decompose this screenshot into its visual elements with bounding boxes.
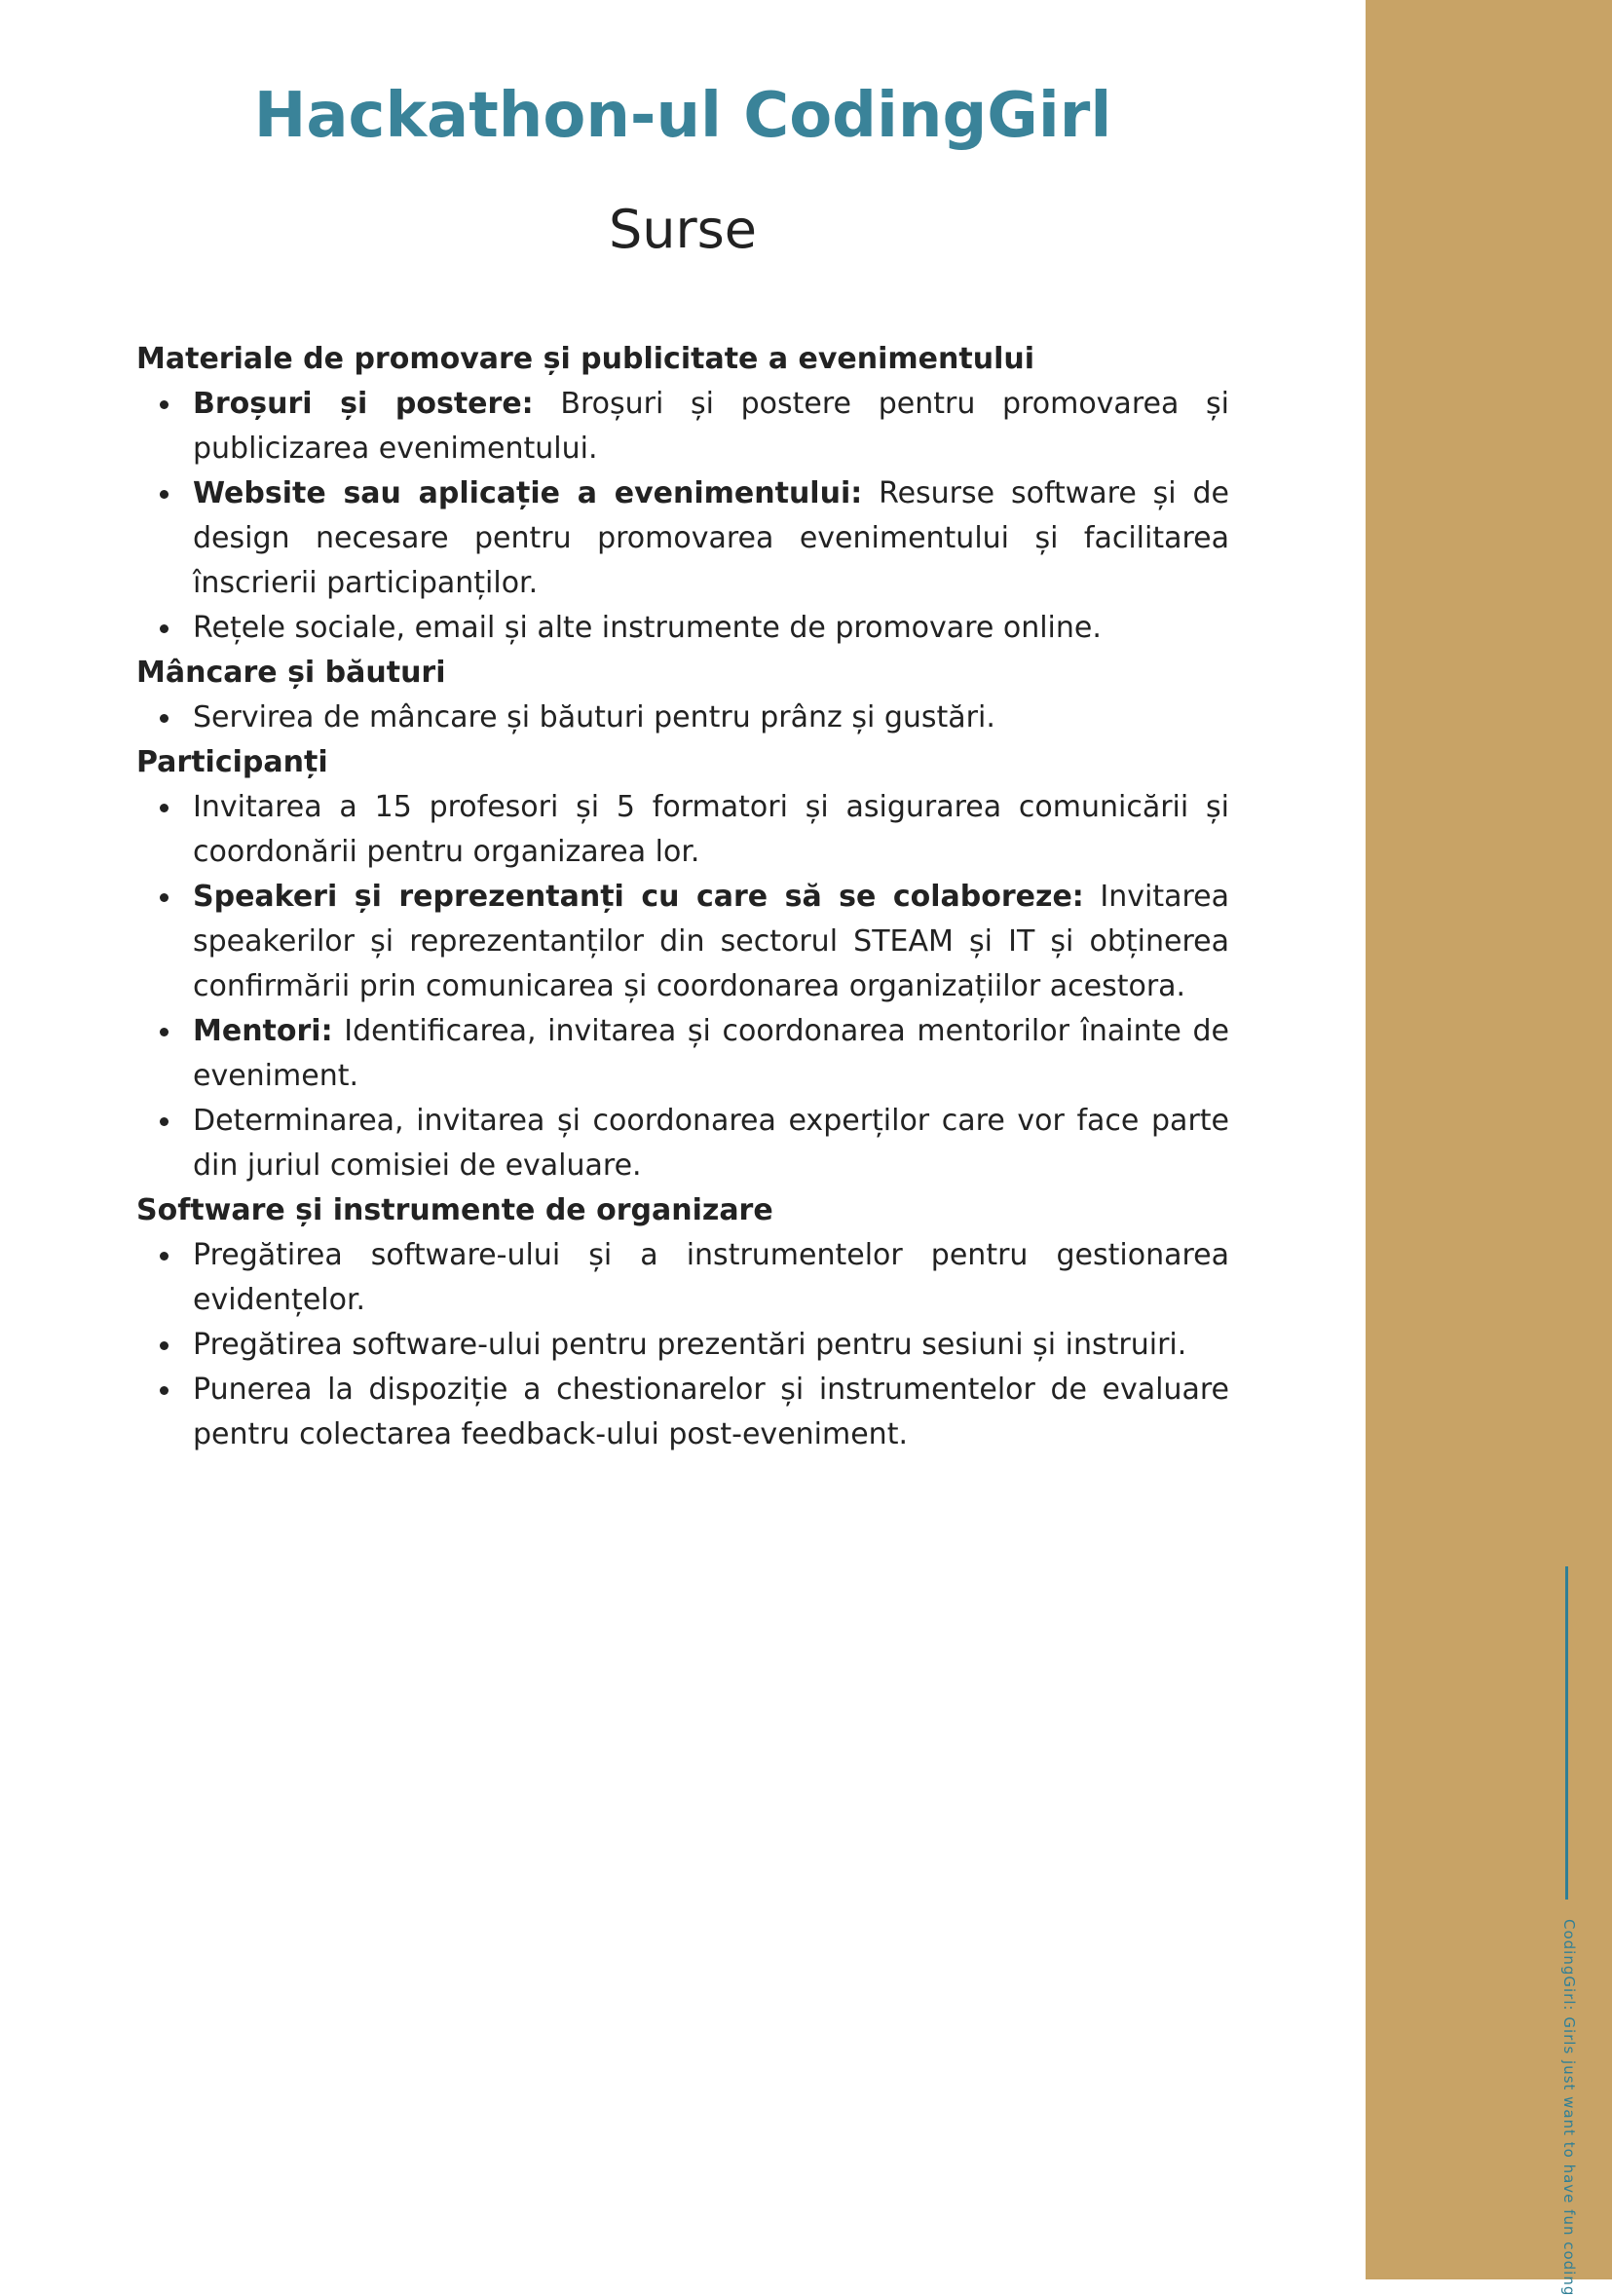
document-title: Hackathon-ul CodingGirl bbox=[253, 80, 1112, 152]
section-heading-promovare: Materiale de promovare și publicitate a evenimentului bbox=[136, 342, 1034, 376]
list-item bbox=[193, 471, 1229, 606]
list-item bbox=[193, 1368, 1229, 1457]
list-item bbox=[193, 875, 1229, 1009]
section-heading-participanti: Participanți bbox=[136, 745, 328, 779]
item-text: Broșuri și postere pentru promovarea și publicizarea evenimentului. bbox=[193, 387, 1229, 466]
section-heading-software: Software și instrumente de organizare bbox=[136, 1193, 773, 1227]
item-text: Invitarea speakerilor și reprezentanților din sectorul STEAM și IT și obținerea confirmării prin comunicarea și coordonarea organizațiilor acestora. bbox=[193, 880, 1229, 1003]
document-subtitle: Surse bbox=[608, 199, 758, 260]
item-text: Invitarea a 15 profesori și 5 formatori și asigurarea comunicării și coordonării pentru organizarea lor. bbox=[193, 790, 1229, 869]
item-text: Identificarea, invitarea și coordonarea mentorilor înainte de eveniment. bbox=[193, 1014, 1229, 1093]
sidebar-accent-line bbox=[1565, 1566, 1568, 1900]
item-text: Servirea de mâncare și băuturi pentru prânz și gustări. bbox=[193, 700, 995, 734]
item-label: Broșuri și postere: bbox=[193, 387, 534, 421]
list-item bbox=[193, 785, 1229, 875]
item-text: Determinarea, invitarea și coordonarea experților care vor face parte din juriul comisiei de evaluare. bbox=[193, 1104, 1229, 1183]
sidebar-tagline: CodingGirl: Girls just want to have fun coding bbox=[1560, 1919, 1578, 2296]
list-mancare bbox=[136, 696, 1229, 740]
item-label: Website sau aplicație a evenimentului: bbox=[193, 476, 863, 510]
item-text: Punerea la dispoziție a chestionarelor și instrumentelor de evaluare pentru colectarea feedback-ului post-eveniment. bbox=[193, 1373, 1229, 1451]
decorative-sidebar bbox=[1366, 0, 1612, 2296]
list-item bbox=[193, 696, 1229, 740]
list-software bbox=[136, 1233, 1229, 1457]
item-label: Speakeri și reprezentanți cu care să se colaboreze: bbox=[193, 880, 1084, 914]
item-text: Pregătirea software-ului și a instrumentelor pentru gestionarea evidențelor. bbox=[193, 1238, 1229, 1317]
item-text: Resurse software și de design necesare pentru promovarea evenimentului și facilitarea înscrierii participanților. bbox=[193, 476, 1229, 600]
list-item bbox=[193, 1323, 1229, 1368]
list-item bbox=[193, 382, 1229, 471]
list-item bbox=[193, 1009, 1229, 1099]
list-item bbox=[193, 1099, 1229, 1188]
list-participanti bbox=[136, 785, 1229, 1188]
list-item bbox=[193, 1233, 1229, 1323]
document-content bbox=[136, 337, 1229, 1457]
list-promovare bbox=[136, 382, 1229, 651]
list-item bbox=[193, 606, 1229, 651]
section-heading-mancare: Mâncare și băuturi bbox=[136, 656, 446, 690]
item-text: Rețele sociale, email și alte instrumente de promovare online. bbox=[193, 611, 1102, 645]
item-label: Mentori: bbox=[193, 1014, 333, 1048]
item-text: Pregătirea software-ului pentru prezentări pentru sesiuni și instruiri. bbox=[193, 1328, 1187, 1362]
